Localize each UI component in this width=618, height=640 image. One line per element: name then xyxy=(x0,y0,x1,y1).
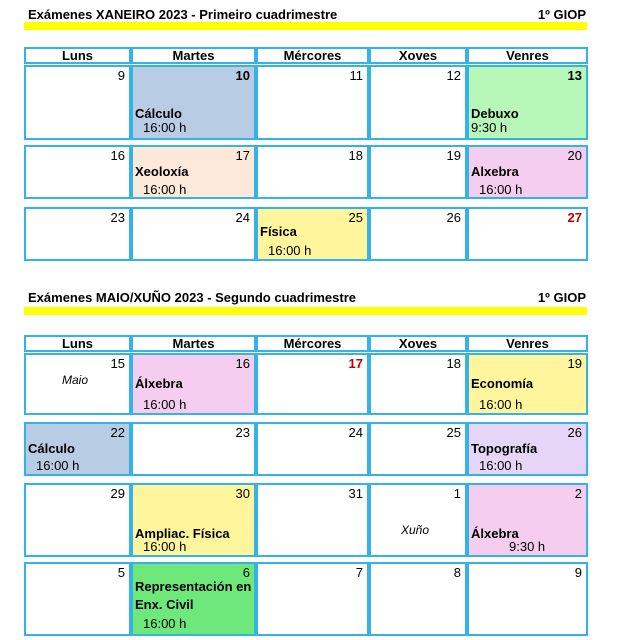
exam-subject: Economía xyxy=(471,376,534,391)
exam-time: 9:30 h xyxy=(509,539,546,554)
day-number: 24 xyxy=(348,425,363,440)
day-number: 9 xyxy=(574,565,582,580)
day-number: 17 xyxy=(348,356,363,371)
day-cell xyxy=(467,562,588,636)
day-number: 23 xyxy=(110,210,125,225)
day-cell xyxy=(467,353,588,415)
day-cell xyxy=(369,207,467,261)
day-cell xyxy=(24,145,131,199)
day-number: 31 xyxy=(348,486,363,501)
exam-subject: Ampliac. Física xyxy=(135,526,230,541)
day-number: 22 xyxy=(110,425,125,440)
month-note: Maio xyxy=(62,373,89,387)
day-cell xyxy=(467,422,588,476)
day-cell xyxy=(256,353,369,415)
exam-subject: Cálculo xyxy=(135,106,182,121)
section1-yellow-bar xyxy=(24,22,587,30)
day-cell xyxy=(369,422,467,476)
day-cell xyxy=(131,145,256,199)
day-number: 23 xyxy=(235,425,250,440)
day-cell xyxy=(24,353,131,415)
exam-time: 16:00 h xyxy=(143,120,187,135)
day-cell xyxy=(467,207,588,261)
day-number: 18 xyxy=(348,148,363,163)
day-cell xyxy=(131,65,256,140)
weekday-xoves: Xoves xyxy=(369,47,467,64)
weekday-venres: Venres xyxy=(467,47,588,64)
weekday-martes: Martes xyxy=(131,335,256,352)
exam-time: 16:00 h xyxy=(143,182,187,197)
day-number: 24 xyxy=(235,210,250,225)
month-note: Xuño xyxy=(401,523,430,537)
day-cell xyxy=(131,353,256,415)
day-cell xyxy=(24,562,131,636)
day-number: 6 xyxy=(242,565,250,580)
day-cell xyxy=(256,145,369,199)
day-number: 12 xyxy=(446,68,461,83)
day-number: 5 xyxy=(117,565,125,580)
day-cell xyxy=(369,483,467,557)
exam-time: 16:00 h xyxy=(268,243,312,258)
exam-subject: Representación en Enx. Civil xyxy=(135,579,252,612)
day-number: 10 xyxy=(235,68,250,83)
day-cell xyxy=(256,483,369,557)
exam-time: 16:00 h xyxy=(143,616,187,631)
exam-time: 16:00 h xyxy=(479,182,523,197)
exam-subject: Álxebra xyxy=(135,376,183,391)
section2-title: Exámenes MAIO/XUÑO 2023 - Segundo cuadrimestre xyxy=(28,290,356,305)
day-cell xyxy=(256,65,369,140)
exam-subject: Topografía xyxy=(471,441,538,456)
exam-subject: Cálculo xyxy=(28,441,75,456)
section2-weekday-header xyxy=(24,335,588,355)
week-row xyxy=(24,207,588,261)
day-cell xyxy=(369,65,467,140)
exam-time: 16:00 h xyxy=(479,458,523,473)
day-number: 19 xyxy=(567,356,582,371)
day-number: 25 xyxy=(446,425,461,440)
day-number: 30 xyxy=(235,486,250,501)
section1-code: 1º GIOP xyxy=(537,7,586,22)
week-row xyxy=(24,562,588,636)
day-cell xyxy=(131,483,256,557)
week-row xyxy=(24,65,588,140)
day-number: 20 xyxy=(567,148,582,163)
exam-subject: Debuxo xyxy=(471,106,519,121)
exam-time: 16:00 h xyxy=(143,539,187,554)
exam-subject: Física xyxy=(260,224,297,239)
day-cell xyxy=(467,483,588,557)
week-row xyxy=(24,145,588,199)
week-row xyxy=(24,422,588,476)
weekday-mércores: Mércores xyxy=(256,47,369,64)
day-number: 19 xyxy=(446,148,461,163)
day-cell xyxy=(24,483,131,557)
day-number: 2 xyxy=(574,486,582,501)
exam-subject: Álxebra xyxy=(471,526,519,541)
day-cell xyxy=(131,562,256,636)
day-cell xyxy=(256,422,369,476)
day-number: 17 xyxy=(235,148,250,163)
day-cell xyxy=(256,207,369,261)
exam-subject: Xeoloxía xyxy=(135,164,189,179)
week-row xyxy=(24,353,588,415)
day-cell xyxy=(24,65,131,140)
day-cell xyxy=(24,207,131,261)
day-number: 29 xyxy=(110,486,125,501)
section1-title: Exámenes XANEIRO 2023 - Primeiro cuadrimestre xyxy=(28,7,338,22)
day-cell xyxy=(24,422,131,476)
day-cell xyxy=(467,65,588,140)
day-number: 16 xyxy=(235,356,250,371)
day-number: 7 xyxy=(355,565,363,580)
exam-subject: Alxebra xyxy=(471,164,519,179)
weekday-luns: Luns xyxy=(24,47,131,64)
day-cell xyxy=(131,207,256,261)
exam-time: 16:00 h xyxy=(143,397,187,412)
day-number: 9 xyxy=(117,68,125,83)
day-cell xyxy=(467,145,588,199)
weekday-luns: Luns xyxy=(24,335,131,352)
day-cell xyxy=(369,353,467,415)
day-cell xyxy=(369,562,467,636)
day-cell xyxy=(131,422,256,476)
exam-time: 16:00 h xyxy=(479,397,523,412)
day-number: 27 xyxy=(567,210,582,225)
section1-weekday-header xyxy=(24,47,588,67)
day-number: 15 xyxy=(110,356,125,371)
day-number: 13 xyxy=(567,68,582,83)
day-number: 1 xyxy=(453,486,461,501)
day-number: 25 xyxy=(348,210,363,225)
section2-code: 1º GIOP xyxy=(537,290,586,305)
day-number: 18 xyxy=(446,356,461,371)
weekday-martes: Martes xyxy=(131,47,256,64)
exam-time: 9:30 h xyxy=(471,120,508,135)
week-row xyxy=(24,483,588,557)
section2-yellow-bar xyxy=(24,307,587,315)
day-number: 26 xyxy=(567,425,582,440)
day-number: 26 xyxy=(446,210,461,225)
weekday-xoves: Xoves xyxy=(369,335,467,352)
day-number: 8 xyxy=(453,565,461,580)
weekday-mércores: Mércores xyxy=(256,335,369,352)
weekday-venres: Venres xyxy=(467,335,588,352)
exam-time: 16:00 h xyxy=(36,458,80,473)
day-cell xyxy=(256,562,369,636)
day-cell xyxy=(369,145,467,199)
day-number: 16 xyxy=(110,148,125,163)
day-number: 11 xyxy=(349,68,363,83)
